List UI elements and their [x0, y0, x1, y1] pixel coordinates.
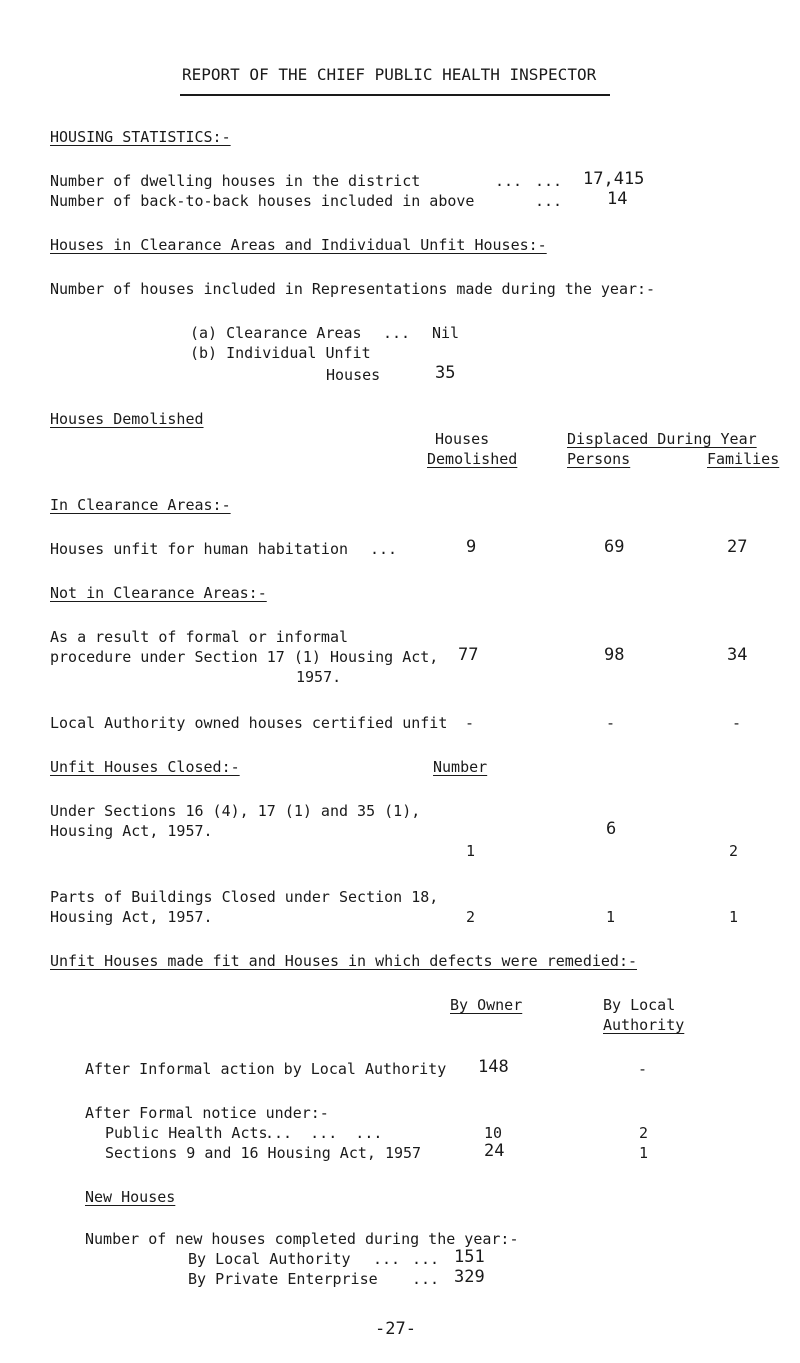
formal-procedure-houses: 77 [458, 645, 479, 665]
by-private-enterprise-label: By Private Enterprise [188, 1270, 378, 1288]
not-in-clearance-heading: Not in Clearance Areas:- [50, 584, 267, 602]
unfit-habitation-families: 27 [727, 537, 748, 557]
col-by-local-label: By Local [603, 996, 676, 1014]
parts-closed-label-2: Housing Act, 1957. [50, 908, 213, 926]
la-owned-houses: - [465, 714, 475, 732]
parts-closed-persons: 1 [606, 908, 616, 926]
informal-action-owner: 148 [478, 1057, 509, 1077]
under-sections-families: 2 [729, 842, 739, 860]
unfit-habitation-label: Houses unfit for human habitation [50, 540, 349, 558]
col-number-label: Number [433, 758, 488, 776]
public-health-acts-dots: ... ... ... [265, 1124, 383, 1142]
unfit-closed-heading: Unfit Houses Closed:- [50, 758, 240, 776]
housing-statistics-heading: HOUSING STATISTICS:- [50, 128, 231, 146]
formal-notice-label: After Formal notice under:- [85, 1104, 329, 1122]
page-number: -27- [375, 1319, 416, 1339]
formal-procedure-label-1: As a result of formal or informal [50, 628, 349, 646]
col-by-owner-label: By Owner [450, 996, 523, 1014]
housing-act-sections-label: Sections 9 and 16 Housing Act, 1957 [105, 1144, 422, 1162]
col-houses-label: Houses [435, 430, 490, 448]
report-title: REPORT OF THE CHIEF PUBLIC HEALTH INSPECTOR [182, 65, 597, 84]
dwelling-houses-label: Number of dwelling houses in the district [50, 172, 421, 190]
informal-action-la: - [638, 1060, 648, 1078]
housing-act-sections-la: 1 [639, 1144, 649, 1162]
by-private-enterprise-dots: ... [412, 1270, 440, 1288]
col-authority-label: Authority [603, 1016, 685, 1034]
public-health-acts-label: Public Health Acts [105, 1124, 268, 1142]
dwelling-houses-dots-1: ... [495, 172, 523, 190]
representations-intro: Number of houses included in Representations made during the year:- [50, 280, 656, 298]
la-owned-label: Local Authority owned houses certified unfit [50, 714, 448, 732]
public-health-acts-owner: 10 [484, 1124, 503, 1142]
back-to-back-value: 14 [607, 189, 628, 209]
dwelling-houses-dots-2: ... [535, 172, 563, 190]
under-sections-number: 1 [466, 842, 476, 860]
new-houses-heading: New Houses [85, 1188, 176, 1206]
title-rule [180, 94, 610, 96]
by-local-authority-label: By Local Authority [188, 1250, 351, 1268]
col-families-label: Families [707, 450, 780, 468]
individual-unfit-houses-label: Houses [326, 366, 381, 384]
in-clearance-heading: In Clearance Areas:- [50, 496, 231, 514]
housing-act-sections-owner: 24 [484, 1141, 505, 1161]
by-local-authority-value: 151 [454, 1247, 485, 1267]
houses-demolished-heading: Houses Demolished [50, 410, 204, 428]
under-sections-label-1: Under Sections 16 (4), 17 (1) and 35 (1), [50, 802, 421, 820]
new-houses-intro: Number of new houses completed during the year:- [85, 1230, 519, 1248]
made-fit-heading: Unfit Houses made fit and Houses in which defects were remedied:- [50, 952, 637, 970]
public-health-acts-la: 2 [639, 1124, 649, 1142]
unfit-habitation-persons: 69 [604, 537, 625, 557]
informal-action-label: After Informal action by Local Authority [85, 1060, 447, 1078]
back-to-back-label: Number of back-to-back houses included in above [50, 192, 475, 210]
unfit-habitation-dots: ... [370, 540, 398, 558]
formal-procedure-label-2: procedure under Section 17 (1) Housing Act, [50, 648, 439, 666]
by-local-authority-dots-1: ... [373, 1250, 401, 1268]
clearance-areas-label: (a) Clearance Areas [190, 324, 362, 342]
individual-unfit-value: 35 [435, 363, 456, 383]
col-persons-label: Persons [567, 450, 631, 468]
formal-procedure-persons: 98 [604, 645, 625, 665]
under-sections-persons: 6 [606, 819, 617, 839]
parts-closed-families: 1 [729, 908, 739, 926]
by-private-enterprise-value: 329 [454, 1267, 485, 1287]
by-local-authority-dots-2: ... [412, 1250, 440, 1268]
col-demolished-label: Demolished [427, 450, 518, 468]
dwelling-houses-value: 17,415 [583, 169, 645, 189]
la-owned-persons: - [606, 714, 616, 732]
parts-closed-label-1: Parts of Buildings Closed under Section 18, [50, 888, 439, 906]
formal-procedure-label-3: 1957. [296, 668, 342, 686]
col-displaced-label: Displaced During Year [567, 430, 757, 448]
parts-closed-number: 2 [466, 908, 476, 926]
clearance-heading: Houses in Clearance Areas and Individual Unfit Houses:- [50, 236, 547, 254]
back-to-back-dots: ... [535, 192, 563, 210]
unfit-habitation-houses: 9 [466, 537, 477, 557]
individual-unfit-label: (b) Individual Unfit [190, 344, 371, 362]
under-sections-label-2: Housing Act, 1957. [50, 822, 213, 840]
formal-procedure-families: 34 [727, 645, 748, 665]
clearance-areas-dots: ... [383, 324, 411, 342]
clearance-areas-value: Nil [432, 324, 460, 342]
la-owned-families: - [732, 714, 742, 732]
